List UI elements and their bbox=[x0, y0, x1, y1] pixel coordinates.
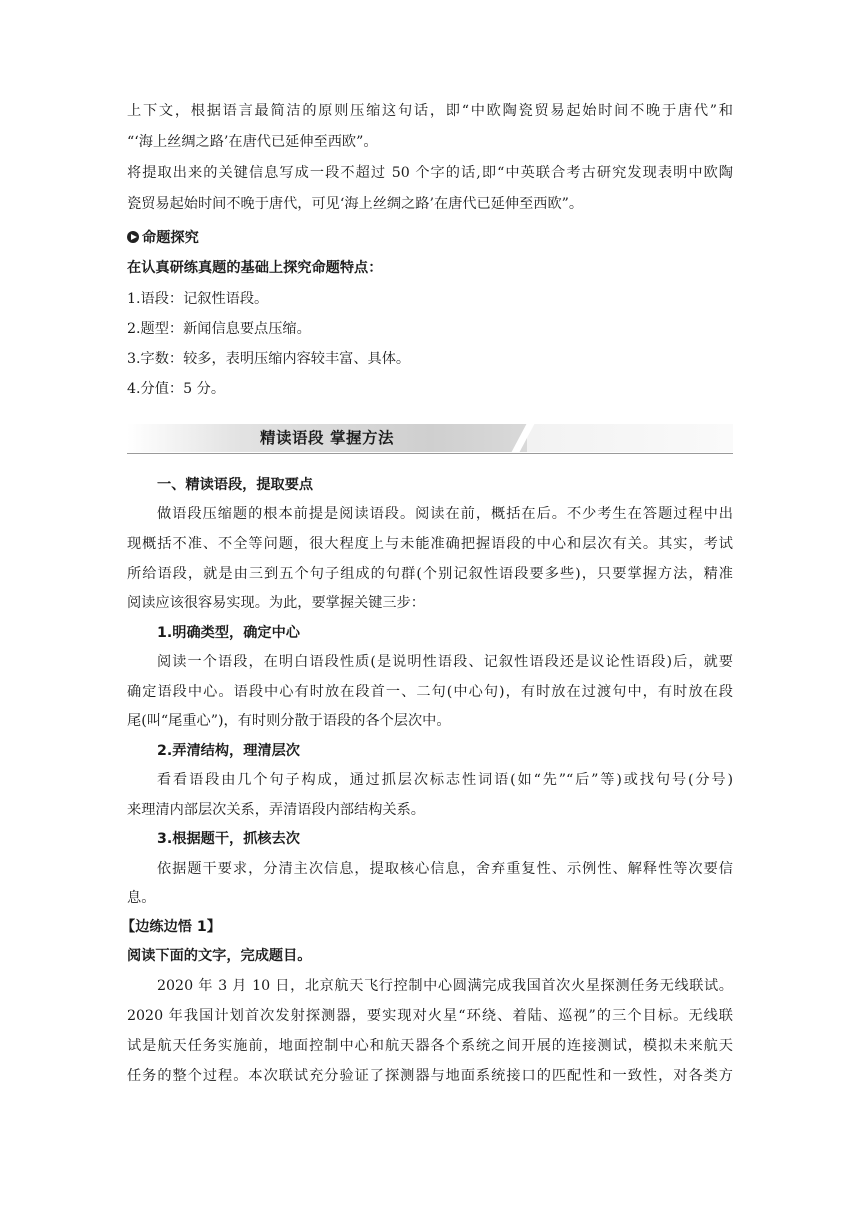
explore-heading-text: 命题探究 bbox=[142, 230, 199, 246]
paragraph-line: 上下文，根据语言最简洁的原则压缩这句话，即“中欧陶瓷贸易起始时间不晚于唐代”和 bbox=[127, 103, 733, 119]
paragraph-line: 试是航天任务实施前，地面控制中心和航天器各个系统之间开展的连接测试，模拟未来航天 bbox=[127, 1038, 733, 1054]
paragraph-line: 任务的整个过程。本次联试充分验证了探测器与地面系统接口的匹配性和一致性，对各类方 bbox=[127, 1068, 733, 1084]
paragraph-line: 2020 年我国计划首次发射探测器，要实现对火星“环绕、着陆、巡视”的三个目标。无线联 bbox=[127, 1008, 733, 1024]
explore-item: 3.字数：较多，表明压缩内容较丰富、具体。 bbox=[127, 351, 411, 367]
paragraph-line: 息。 bbox=[127, 890, 156, 906]
paragraph-line: 将提取出来的关键信息写成一段不超过 50 个字的话,即“中英联合考古研究发现表明中欧陶 bbox=[127, 165, 733, 181]
paragraph-line: 阅读一个语段，在明白语段性质(是说明性语段、记叙性语段还是议论性语段)后，就要 bbox=[157, 654, 733, 670]
paragraph-line: 2020 年 3 月 10 日，北京航天飞行控制中心圆满完成我国首次火星探测任务无线联试。 bbox=[157, 978, 733, 994]
paragraph-line: 阅读应该很容易实现。为此，要掌握关键三步： bbox=[127, 595, 425, 611]
step-title: 3.根据题干，抓核去次 bbox=[157, 831, 300, 847]
explore-intro: 在认真研练真题的基础上探究命题特点： bbox=[127, 260, 383, 276]
explore-item: 1.语段：记叙性语段。 bbox=[127, 291, 269, 307]
step-title: 1.明确类型，确定中心 bbox=[157, 625, 300, 641]
paragraph-line: “‘海上丝绸之路’在唐代已延伸至西欧”。 bbox=[127, 134, 378, 150]
explore-item: 2.题型：新闻信息要点压缩。 bbox=[127, 321, 311, 337]
paragraph-line: 瓷贸易起始时间不晚于唐代，可见‘海上丝绸之路’在唐代已延伸至西欧”。 bbox=[127, 196, 584, 212]
section-heading: 一、精读语段，提取要点 bbox=[157, 477, 314, 493]
explore-heading bbox=[127, 226, 199, 248]
explore-item: 4.分值：5 分。 bbox=[127, 381, 226, 397]
paragraph-line: 看看语段由几个句子构成，通过抓层次标志性词语(如“先”“后”等)或找句号(分号) bbox=[157, 772, 733, 788]
practice-tag: 【边练边悟 1】 bbox=[121, 919, 221, 935]
section-banner-title: 精读语段 掌握方法 bbox=[260, 429, 394, 447]
paragraph-line: 做语段压缩题的根本前提是阅读语段。阅读在前，概括在后。不少考生在答题过程中出 bbox=[157, 506, 733, 522]
section-banner bbox=[127, 422, 733, 456]
paragraph-line: 现概括不准、不全等问题，很大程度上与未能准确把握语段的中心和层次有关。其实，考试 bbox=[127, 536, 733, 552]
play-circle-icon bbox=[127, 231, 139, 243]
paragraph-line: 尾(叫“尾重心”)，有时则分散于语段的各个层次中。 bbox=[127, 713, 451, 729]
paragraph-line: 依据题干要求，分清主次信息，提取核心信息，舍弃重复性、示例性、解释性等次要信 bbox=[157, 861, 733, 877]
step-title: 2.弄清结构，理清层次 bbox=[157, 743, 300, 759]
practice-instruction: 阅读下面的文字，完成题目。 bbox=[127, 948, 312, 964]
paragraph-line: 所给语段，就是由三到五个句子组成的句群(个别记叙性语段要多些)，只要掌握方法，精准 bbox=[127, 566, 733, 582]
paragraph-line: 来理清内部层次关系，弄清语段内部结构关系。 bbox=[127, 802, 425, 818]
paragraph-line: 确定语段中心。语段中心有时放在段首一、二句(中心句)，有时放在过渡句中，有时放在段 bbox=[127, 684, 733, 700]
